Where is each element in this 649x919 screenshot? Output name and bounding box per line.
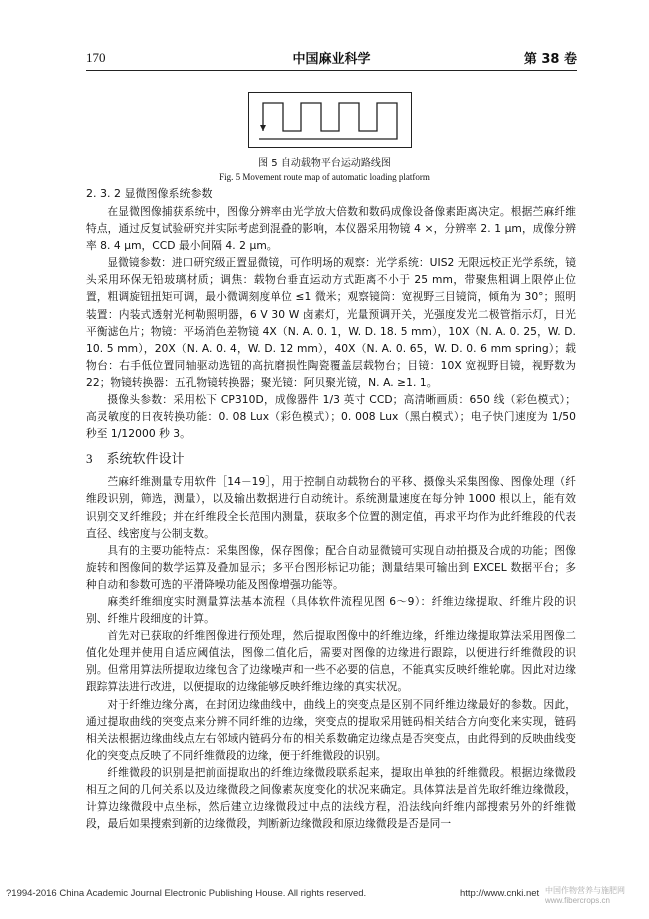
route-path [259,103,397,139]
subsection-heading: 2. 3. 2 显微图像系统参数 [86,187,213,200]
paragraph: 在显微图像捕获系统中，图像分辨率由光学放大倍数和数码成像设备像素距离决定。根据苎麻纤维特点，通过反复试验研究并实际考虑到混叠的影响，本仪器采用物镜 4 ×，分辨率 2. 1 μm，成像分辨率 8. 4 μm，CCD 最小间隔 4. 2 μm。 [86,205,576,253]
paragraph: 纤维微段的识别是把前面提取出的纤维边缘微段联系起来，提取出单独的纤维微段。根据边缘微段相互之间的几何关系以及边缘微段之间像素灰度变化的状况来确定。具体算法是首先取纤维边缘微段，计算边缘微段中点坐标，然后建立边缘微段过中点的法线方程，沿法线向纤维内部搜索另外的纤维微段，最后如果搜索到新的边缘微段，判断新边缘微段和原边缘微段是否是同一 [86,765,576,831]
figure-caption-en: Fig. 5 Movement route map of automatic loading platform [219,172,430,182]
route-diagram [249,93,411,147]
section-heading [86,450,576,469]
copyright-notice: ?1994-2016 China Academic Journal Electronic Publishing House. All rights reserved. [6,888,367,899]
paragraph: 摄像头参数：采用松下 CP310D，成像器件 1/3 英寸 CCD；高清晰画质：650 线（彩色模式）；高灵敏度的日夜转换功能：0. 08 Lux（彩色模式）；0. 008 Lux（黑白模式）；电子快门速度为 1/50 秒至 1/12000 秒 3。 [86,393,576,441]
site-link[interactable]: http://www.cnki.net [460,888,540,899]
paragraph: 对于纤维边缘分离，在封闭边缘曲线中，曲线上的突变点是区别不同纤维边缘最好的参数。因此，通过提取曲线的突变点来分辨不同纤维的边缘，突变点的提取采用链码相关结合方向变化来实现，链码相关法根据边缘曲线点左右邻域内链码分布的相关系数确定边缘点是否突变点，由此得到的反映曲线变化的突变点反映了不同纤维微段的边缘，便于纤维微段的识别。 [86,697,576,762]
volume-label: 第 38 卷 [523,52,577,67]
paragraph: 麻类纤维细度实时测量算法基本流程（具体软件流程见图 6～9）：纤维边缘提取、纤维片段的识别、纤维片段细度的计算。 [86,594,576,626]
route-arrow-head [260,125,266,131]
journal-name: 中国麻业科学 [292,52,371,67]
figure-caption-cn: 图 5 自动载物平台运动路线图 [258,158,391,169]
paragraph: 首先对已获取的纤维图像进行预处理，然后提取图像中的纤维边缘，纤维边缘提取算法采用图像二值化处理并使用自适应阈值法，图像二值化后，需要对图像的边缘进行跟踪，以便进行纤维微段的识别。但常用算法所提取边缘包含了边缘噪声和一些不必要的信息，不能真实反映纤维轮廓。因此对边缘跟踪算法进行改进，以便提取的边缘能够反映纤维边缘的真实状况。 [86,629,576,694]
section-number: 3 [86,451,93,467]
paragraph: 苎麻纤维测量专用软件［14－19］，用于控制自动载物台的平移、摄像头采集图像、图像处理（纤维段识别，筛选，测量），以及输出数据进行自动统计。系统测量速度在每分钟 1000 根以上，能有效识别交叉纤维段；并在纤维段全长范围内测量，获取多个位置的测定值，再求平均作为此纤维段的代表直径、线密度与公制支数。 [86,475,576,540]
watermark: 中国作物营养与施肥网 www.fibercrops.cn [545,886,625,905]
section-title: 系统软件设计 [106,452,185,468]
running-header [86,48,577,71]
article-body [86,186,576,832]
paragraph: 具有的主要功能特点：采集图像，保存图像；配合自动显微镜可实现自动拍摄及合成的功能；图像旋转和图像间的数学运算及叠加显示；多平台图形标记功能；测量结果可输出到 EXCEL 数据平台；多种自动和参数可选的平滑降噪功能及图像增强功能等。 [86,543,576,591]
paragraph: 显微镜参数：进口研究级正置显微镜，可作明场的观察：光学系统：UIS2 无限远校正光学系统，镜头采用环保无铅玻璃材质；调焦：载物台垂直运动方式距离不小于 25 mm，带聚焦粗调上限停止位置，粗调旋钮扭矩可调，最小微调刻度单位 ≤1 微米；观察镜筒：宽视野三目镜筒，倾角为 30°；照明装置：内装式透射光柯勒照明器，6 V 30 W 卤素灯，光量预调开关，光强度发光二极管指示灯，日光平衡滤色片；物镜：平场消色差物镜 4X（N. A. 0. 1，W. D. 18. 5 mm），10X（N. A. 0. 25，W. D. 10. 5 mm），20X（N. A. 0. 4，W. D. 12 mm），40X（N. A. 0. 65，W. D. 0. 6 mm spring）；载物台：右手低位置同轴驱动选钮的高抗磨损性陶瓷覆盖层载物台；目镜：10X 宽视野目镜，视野数为 22；物镜转换器：五孔物镜转换器；聚光镜：阿贝聚光镜，N. A. ≥1. 1。 [86,256,576,389]
movement-route-figure [248,92,412,148]
page-number: 170 [86,50,106,65]
